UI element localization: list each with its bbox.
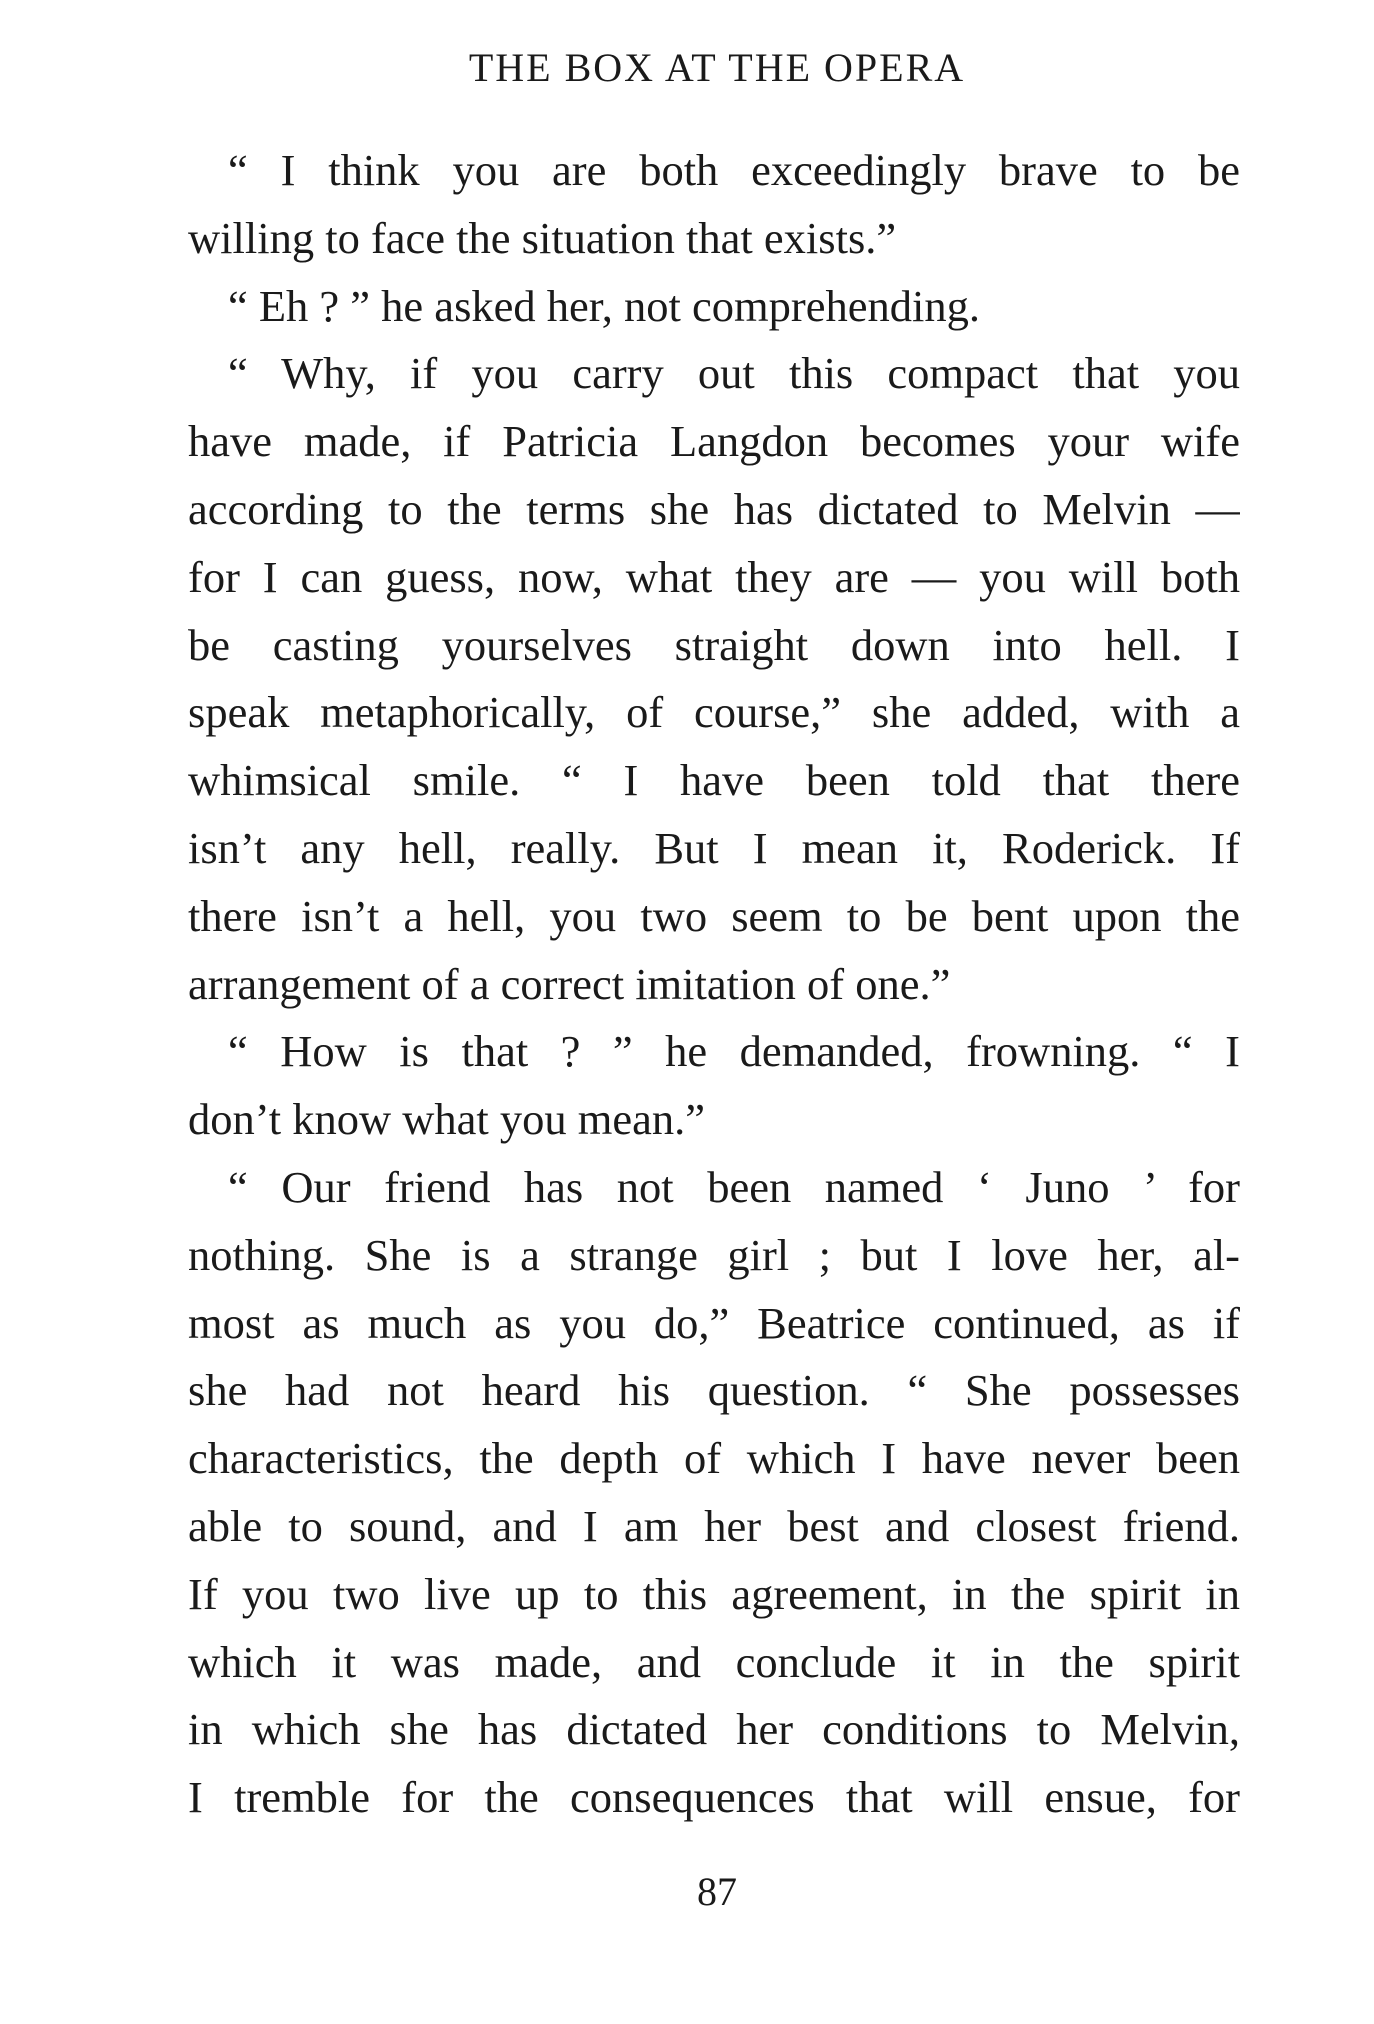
body-text [188, 137, 1240, 1832]
text-line: speak metaphorically, of course,” she added, with a [188, 687, 1240, 738]
text-line: “ Eh ? ” he asked her, not comprehending. [228, 280, 980, 331]
text-line: for I can guess, now, what they are — you will both [188, 551, 1240, 602]
text-line: be casting yourselves straight down into hell. I [188, 619, 1240, 670]
text-line: nothing. She is a strange girl ; but I love her, al- [188, 1229, 1240, 1280]
text-line: in which she has dictated her conditions to Melvin, [188, 1704, 1240, 1755]
text-line: willing to face the situation that exists.” [188, 212, 897, 263]
text-line: arrangement of a correct imitation of one.” [188, 958, 951, 1009]
text-line: able to sound, and I am her best and closest friend. [188, 1500, 1240, 1551]
text-line: whimsical smile. “ I have been told that there [188, 755, 1240, 806]
text-line: “ Our friend has not been named ‘ Juno ’ for [228, 1161, 1240, 1212]
text-line: which it was made, and conclude it in the spirit [188, 1636, 1240, 1687]
text-line: isn’t any hell, really. But I mean it, Roderick. If [188, 822, 1240, 873]
page-number: 87 [697, 1869, 737, 1914]
running-head: THE BOX AT THE OPERA [468, 45, 966, 90]
text-line: “ I think you are both exceedingly brave to be [228, 145, 1240, 195]
text-line: I tremble for the consequences that will ensue, for [188, 1772, 1240, 1823]
text-line: If you two live up to this agreement, in the spirit in [188, 1568, 1240, 1619]
text-line: have made, if Patricia Langdon becomes your wife [188, 416, 1240, 467]
text-line: most as much as you do,” Beatrice continued, as if [188, 1297, 1240, 1348]
text-line: “ Why, if you carry out this compact that you [228, 348, 1240, 399]
text-line: she had not heard his question. “ She possesses [188, 1365, 1240, 1416]
text-line: “ How is that ? ” he demanded, frowning. “ I [228, 1026, 1240, 1077]
text-line: there isn’t a hell, you two seem to be bent upon the [188, 890, 1240, 941]
text-line: don’t know what you mean.” [188, 1094, 706, 1145]
text-line: characteristics, the depth of which I have never been [188, 1433, 1240, 1484]
text-line: according to the terms she has dictated to Melvin — [188, 483, 1240, 534]
